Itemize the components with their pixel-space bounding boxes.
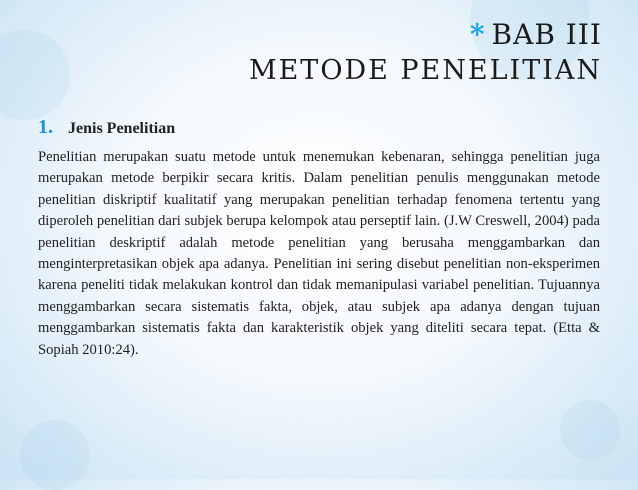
section-number: 1. (38, 116, 53, 138)
title-line-subject: METODE PENELITIAN (248, 55, 602, 86)
section-heading-text: Jenis Penelitian (68, 120, 176, 137)
bokeh-circle (0, 30, 70, 120)
title-chapter-text: BAB III (491, 18, 602, 51)
title-bullet-icon: * (469, 18, 486, 51)
slide-title (249, 18, 602, 88)
title-line-chapter (249, 18, 602, 52)
bokeh-circle (560, 400, 620, 460)
body-paragraph: Penelitian merupakan suatu metode untuk menemukan kebenaran, sehingga penelitian juga merupakan metode berpikir secara kritis. Dalam penelitian penulis menggunakan metode penelitian diskriptif kualitatif yang merupakan penelitian terhadap fenomena tertentu yang diperoleh penelitian dari subjek berupa kelompok atau perseptif lain. (J.W Creswell, 2004) pada penelitian deskriptif adalah metode penelitian yang berusaha menggambarkan dan menginterpretasikan objek apa adanya. Penelitian ini sering disebut penelitian non-eksperimen karena peneliti tidak melakukan kontrol dan tidak memanipulasi variabel penelitian. Tujuannya menggambarkan secara sistematis fakta, objek, atau subjek apa adanya dengan tujuan menggambarkan sistematis fakta dan karakteristik objek yang diteliti secara tepat. (Etta & Sopiah 2010:24). (38, 149, 600, 358)
section-heading (38, 116, 175, 139)
bokeh-circle (20, 420, 90, 490)
